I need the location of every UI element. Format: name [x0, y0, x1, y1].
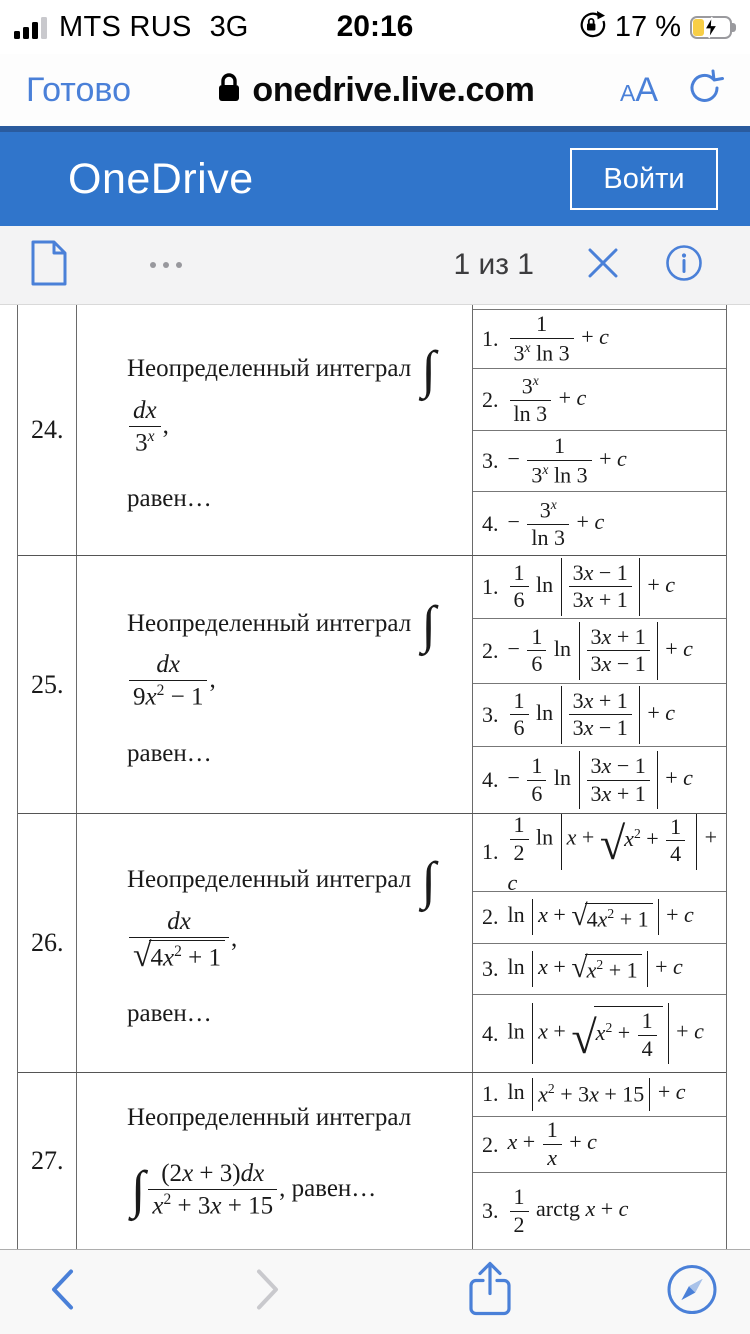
- back-button[interactable]: [49, 1268, 75, 1317]
- answers-column: [473, 814, 726, 1072]
- rotation-lock-icon: [576, 10, 606, 45]
- document-toolbar: [0, 226, 750, 305]
- status-bar: [0, 0, 750, 54]
- document-page: [0, 305, 750, 1249]
- answer-label: 1.: [482, 839, 499, 865]
- answers-column: [473, 556, 726, 813]
- table-row: [18, 555, 726, 813]
- onedrive-logo: OneDrive: [68, 154, 254, 203]
- question-cell: [77, 814, 473, 1072]
- answer-option: [473, 618, 726, 683]
- table-row: [18, 305, 726, 555]
- answer-option: [473, 1172, 726, 1249]
- answer-formula: $\frac{1}{2}$ $\ln x + √x^2$ + $\frac{1}{4}$ + c: [508, 814, 727, 891]
- answer-label: 1.: [482, 573, 499, 599]
- url-text: onedrive.live.com: [252, 70, 535, 109]
- answer-formula: x + $\frac{1}{x}$ + c: [507, 1117, 597, 1171]
- answer-label: 4.: [482, 767, 499, 793]
- answer-option: [473, 994, 726, 1072]
- answer-option: [473, 746, 726, 813]
- done-button[interactable]: Готово: [26, 70, 131, 109]
- question-text: равен…: [127, 739, 212, 767]
- https-lock-icon: [216, 72, 242, 109]
- battery-charging-icon: [690, 16, 736, 39]
- answer-label: 1.: [482, 326, 499, 351]
- answer-formula: $\frac{1}{6}$ ln $\frac{3x - 1}{3x + 1}$ + c: [508, 558, 676, 616]
- answer-label: 3.: [482, 955, 499, 981]
- text-size-button[interactable]: АА: [619, 70, 658, 109]
- answer-option: [473, 556, 726, 618]
- answers-column: [473, 305, 726, 555]
- page-indicator: 1 из 1: [453, 248, 534, 281]
- question-number: 26.: [18, 814, 77, 1072]
- answer-formula: $\frac{1}{2}$ arctg x + c: [508, 1185, 629, 1237]
- answer-option: [473, 891, 726, 943]
- answer-formula: $\ln x + √x^2$ + $\frac{1}{4}$ + c: [508, 1003, 704, 1064]
- signin-button[interactable]: Войти: [570, 148, 718, 210]
- question-text: Неопределенный интеграл ∫ $\frac{dx}{3^x}$ ,: [127, 341, 436, 457]
- question-text: равен…: [127, 485, 212, 513]
- answer-label: 3.: [482, 1198, 499, 1224]
- answer-option: [473, 943, 726, 995]
- close-button[interactable]: [586, 246, 620, 285]
- onedrive-header: [0, 132, 750, 226]
- answer-option: [473, 1116, 726, 1173]
- question-text: равен…: [127, 1000, 212, 1028]
- answer-formula: $\ln x + √4x^2 + 1 + c$: [508, 899, 694, 935]
- answer-label: 2.: [482, 1131, 499, 1157]
- question-cell: [77, 1073, 473, 1249]
- answer-formula: − $\frac{1}{6}$ ln $\frac{3x - 1}{3x + 1}$ + c: [508, 751, 693, 809]
- answer-option: [473, 683, 726, 747]
- question-number: 25.: [18, 556, 77, 813]
- answer-label: 4.: [482, 1020, 499, 1046]
- question-number: 24.: [18, 305, 77, 555]
- answer-option: [473, 814, 726, 891]
- question-cell: [77, 556, 473, 813]
- answer-formula: − $\frac{1}{3^x \ln 3}$ + c: [507, 433, 627, 488]
- answer-formula: $\ln x + √x^2 + 1 + c$: [508, 951, 683, 987]
- answer-label: 2.: [482, 637, 499, 663]
- safari-url-bar: [0, 54, 750, 126]
- answer-label: 2.: [482, 386, 499, 412]
- question-number: 27.: [18, 1073, 77, 1249]
- tabs-compass-button[interactable]: [665, 1263, 719, 1322]
- table-row: [18, 813, 726, 1072]
- answer-label: 3.: [482, 701, 499, 727]
- question-text: Неопределенный интеграл ∫ $\frac{dx}{9x^2 - 1}$ ,: [127, 595, 436, 711]
- question-cell: [77, 305, 473, 555]
- question-table: [17, 305, 727, 1249]
- answer-formula: − $\frac{3^x}{\ln 3}$ + c: [507, 496, 605, 550]
- clock-time: 20:16: [336, 10, 414, 43]
- answer-label: 1.: [482, 1081, 499, 1107]
- question-text: Неопределенный интеграл: [127, 1103, 412, 1131]
- share-button[interactable]: [467, 1261, 513, 1324]
- answer-formula: $\frac{1}{6}$ ln $\frac{3x + 1}{3x - 1}$ + c: [508, 686, 676, 744]
- answer-formula: $\frac{1}{3^x \ln 3}$ + c: [508, 312, 609, 366]
- question-text: Неопределенный интеграл ∫ $\frac{dx}{√4x^2 + 1}$ ,: [127, 852, 436, 974]
- question-text: ∫ $\frac{(2x + 3)dx}{x^2 + 3x + 15}$ , равен…: [131, 1160, 377, 1220]
- answers-column: [473, 1073, 726, 1249]
- answer-label: 3.: [482, 448, 499, 473]
- table-row: [18, 1072, 726, 1249]
- answer-label: 2.: [482, 904, 499, 930]
- carrier-label: MTS RUS: [59, 10, 192, 43]
- answer-option: [473, 430, 726, 491]
- address-field[interactable]: [131, 71, 620, 110]
- answer-formula: $\ln x^2 + 3x + 15 + c$: [508, 1078, 686, 1110]
- network-type-label: 3G: [209, 10, 249, 43]
- battery-percent-label: 17 %: [614, 10, 681, 43]
- answer-option: [473, 1073, 726, 1116]
- forward-button[interactable]: [255, 1268, 281, 1317]
- answer-formula: − $\frac{1}{6}$ ln $\frac{3x + 1}{3x - 1}$ + c: [508, 622, 693, 680]
- info-button[interactable]: [664, 243, 704, 288]
- answer-label: 4.: [482, 510, 499, 536]
- reload-button[interactable]: [686, 69, 724, 112]
- safari-bottom-toolbar: [0, 1249, 750, 1334]
- document-icon[interactable]: [30, 239, 68, 292]
- answer-option: [473, 491, 726, 555]
- more-menu-button[interactable]: [150, 262, 182, 268]
- answer-option: [473, 309, 726, 368]
- answer-option: [473, 368, 726, 430]
- answer-formula: $\frac{3^x}{\ln 3}$ + c: [508, 373, 587, 427]
